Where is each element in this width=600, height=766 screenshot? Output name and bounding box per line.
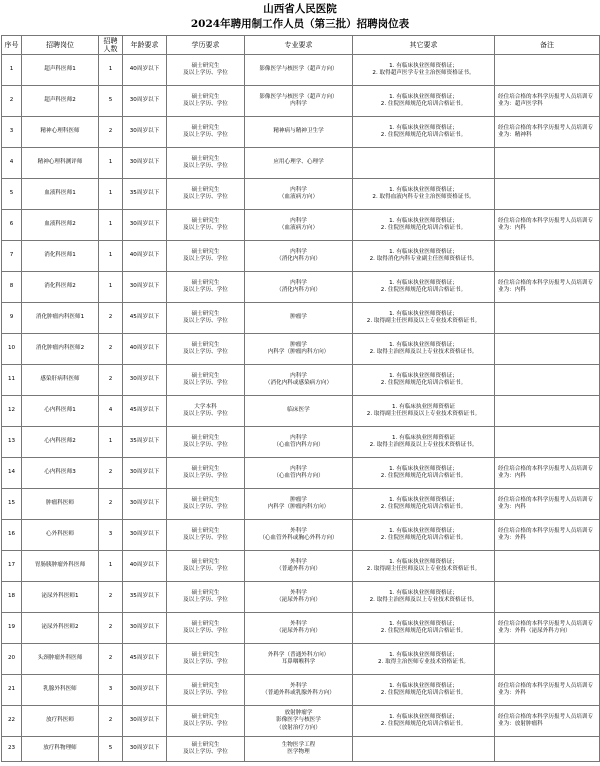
- col-header-note: 备注: [495, 36, 600, 55]
- cell-education: 硕士研究生 及以上学历、学位: [167, 272, 245, 303]
- cell-post: 血液科医师2: [22, 210, 99, 241]
- cell-no: 7: [2, 241, 22, 272]
- cell-no: 14: [2, 458, 22, 489]
- table-row: [2, 551, 600, 582]
- cell-major: 影像医学与核医学（超声方向）: [245, 55, 353, 86]
- cell-other: 1. 有临床执业医师资格证； 2. 住院医师规范化培训合格证书。: [353, 489, 495, 520]
- document-title-hospital: 山西省人民医院: [263, 3, 337, 15]
- cell-age: 40周岁以下: [123, 551, 167, 582]
- cell-age: 40周岁以下: [123, 55, 167, 86]
- cell-education: 硕士研究生 及以上学历、学位: [167, 489, 245, 520]
- cell-no: 3: [2, 117, 22, 148]
- cell-age: 35周岁以下: [123, 582, 167, 613]
- cell-other: 1. 有临床执业医师资格证； 2. 取得消化内科专业副主任医师资格证书。: [353, 241, 495, 272]
- cell-age: 30周岁以下: [123, 489, 167, 520]
- cell-no: 5: [2, 179, 22, 210]
- cell-other: 1. 有临床执业医师资格证； 2. 住院医师规范化培训合格证书。: [353, 458, 495, 489]
- cell-post: 放疗科物理师: [22, 737, 99, 762]
- cell-no: 23: [2, 737, 22, 762]
- cell-age: 30周岁以下: [123, 706, 167, 737]
- cell-other: 1. 有临床执业医师资格证； 2. 取得血液内科专业主治医师资格证书。: [353, 179, 495, 210]
- cell-count: 3: [99, 520, 123, 551]
- cell-education: 硕士研究生 及以上学历、学位: [167, 675, 245, 706]
- cell-other: 1. 有临床执业医师资格证 2. 取得主治医师及以上专业技术资格证书。: [353, 427, 495, 458]
- cell-education: 硕士研究生 及以上学历、学位: [167, 55, 245, 86]
- cell-post: 心内科医师2: [22, 427, 99, 458]
- cell-post: 放疗科医师: [22, 706, 99, 737]
- cell-no: 12: [2, 396, 22, 427]
- cell-major: 临床医学: [245, 396, 353, 427]
- cell-no: 8: [2, 272, 22, 303]
- cell-major: 肿瘤学 内科学（肿瘤内科方向）: [245, 489, 353, 520]
- cell-post: 消化肿瘤内科医师1: [22, 303, 99, 334]
- cell-post: 肿瘤科医师: [22, 489, 99, 520]
- cell-note: 经住培合格的本科学历报考人员培训专业为：外科（泌尿外科方向）: [495, 613, 600, 644]
- cell-education: 硕士研究生 及以上学历、学位: [167, 86, 245, 117]
- cell-age: 30周岁以下: [123, 675, 167, 706]
- cell-post: 头颈肿瘤外科医师: [22, 644, 99, 675]
- cell-post: 超声科医师2: [22, 86, 99, 117]
- cell-other: 1. 有临床执业医师资格证； 2. 住院医师规范化培训合格证书。: [353, 520, 495, 551]
- cell-post: 感染肝病科医师: [22, 365, 99, 396]
- cell-major: 内科学 （心血管内科方向）: [245, 427, 353, 458]
- cell-note: 经住培合格的本科学历报考人员培训专业为：内科: [495, 272, 600, 303]
- cell-note: [495, 179, 600, 210]
- cell-post: 泌尿外科医师1: [22, 582, 99, 613]
- recruitment-table: [1, 35, 600, 762]
- cell-note: [495, 148, 600, 179]
- cell-other: 1. 有临床执业医师资格证； 2. 取得副主任医师及以上专业技术资格证书。: [353, 551, 495, 582]
- cell-post: 乳腺外科医师: [22, 675, 99, 706]
- cell-post: 精神心理科医师: [22, 117, 99, 148]
- title-block: [0, 0, 600, 34]
- cell-other: 1. 有临床执业医师资格证； 2. 住院医师规范化培训合格证书。: [353, 613, 495, 644]
- cell-other: 1. 有临床执业医师资格证； 2. 取得主治医师专业技术资格证书。: [353, 644, 495, 675]
- table-row: [2, 644, 600, 675]
- cell-post: 泌尿外科医师2: [22, 613, 99, 644]
- cell-age: 45周岁以下: [123, 303, 167, 334]
- cell-major: 外科学 （普通外科或乳腺外科方向）: [245, 675, 353, 706]
- cell-age: 30周岁以下: [123, 613, 167, 644]
- cell-count: 1: [99, 148, 123, 179]
- table-row: [2, 334, 600, 365]
- cell-major: 放射肿瘤学 影像医学与核医学 （放射治疗方向）: [245, 706, 353, 737]
- table-row: [2, 706, 600, 737]
- table-row: [2, 613, 600, 644]
- cell-education: 大学本科 及以上学历、学位: [167, 396, 245, 427]
- cell-age: 30周岁以下: [123, 520, 167, 551]
- cell-age: 30周岁以下: [123, 458, 167, 489]
- cell-other: 1. 有临床执业医师资格证 2. 取得副主任医师及以上专业技术资格证书。: [353, 396, 495, 427]
- cell-major: 外科学（普通外科方向） 耳鼻咽喉科学: [245, 644, 353, 675]
- cell-education: 硕士研究生 及以上学历、学位: [167, 737, 245, 762]
- cell-post: 心外科医师: [22, 520, 99, 551]
- cell-other: 1. 有临床执业医师资格证； 2. 取得副主任医师及以上专业技术资格证书。: [353, 303, 495, 334]
- cell-note: 经住培合格的本科学历报考人员培训专业为：精神科: [495, 117, 600, 148]
- header-row: [2, 36, 600, 55]
- cell-major: 内科学 （消化内科方向）: [245, 272, 353, 303]
- cell-note: [495, 427, 600, 458]
- table-row: [2, 427, 600, 458]
- cell-education: 硕士研究生 及以上学历、学位: [167, 644, 245, 675]
- cell-count: 1: [99, 179, 123, 210]
- cell-other: 1. 有临床执业医师资格证； 2. 住院医师规范化培训合格证书。: [353, 706, 495, 737]
- cell-age: 30周岁以下: [123, 365, 167, 396]
- cell-major: 外科学 （泌尿外科方向）: [245, 613, 353, 644]
- cell-major: 精神病与精神卫生学: [245, 117, 353, 148]
- cell-no: 9: [2, 303, 22, 334]
- col-header-count: 招聘 人数: [99, 36, 123, 55]
- cell-no: 18: [2, 582, 22, 613]
- cell-other: 1. 有临床执业医师资格证； 2. 住院医师规范化培训合格证书。: [353, 117, 495, 148]
- cell-age: 30周岁以下: [123, 737, 167, 762]
- cell-count: 2: [99, 489, 123, 520]
- table-row: [2, 458, 600, 489]
- cell-note: [495, 334, 600, 365]
- cell-count: 2: [99, 334, 123, 365]
- cell-age: 45周岁以下: [123, 644, 167, 675]
- cell-count: 2: [99, 365, 123, 396]
- cell-other: 1. 有临床执业医师资格证； 2. 住院医师规范化培训合格证书。: [353, 272, 495, 303]
- cell-age: 30周岁以下: [123, 148, 167, 179]
- cell-major: 内科学 （消化内科方向）: [245, 241, 353, 272]
- cell-major: 内科学 （心血管内科方向）: [245, 458, 353, 489]
- cell-major: 外科学 （心血管外科或胸心外科方向）: [245, 520, 353, 551]
- cell-education: 硕士研究生 及以上学历、学位: [167, 117, 245, 148]
- cell-post: 精神心理科测评师: [22, 148, 99, 179]
- cell-count: 2: [99, 458, 123, 489]
- cell-post: 消化肿瘤内科医师2: [22, 334, 99, 365]
- cell-post: 心内科医师3: [22, 458, 99, 489]
- cell-other: 1. 有临床执业医师资格证； 2. 取得主治医师及以上专业技术资格证书。: [353, 334, 495, 365]
- table-row: [2, 737, 600, 762]
- cell-note: 经住培合格的本科学历报考人员培训专业为：外科: [495, 675, 600, 706]
- document-title-table: 2024年聘用制工作人员（第三批）招聘岗位表: [190, 18, 410, 30]
- col-header-no: 序号: [2, 36, 22, 55]
- cell-education: 硕士研究生 及以上学历、学位: [167, 582, 245, 613]
- cell-no: 21: [2, 675, 22, 706]
- cell-no: 11: [2, 365, 22, 396]
- cell-count: 5: [99, 86, 123, 117]
- cell-count: 1: [99, 272, 123, 303]
- cell-no: 22: [2, 706, 22, 737]
- cell-education: 硕士研究生 及以上学历、学位: [167, 613, 245, 644]
- cell-note: [495, 551, 600, 582]
- cell-no: 2: [2, 86, 22, 117]
- cell-note: [495, 241, 600, 272]
- cell-count: 1: [99, 55, 123, 86]
- cell-note: 经住培合格的本科学历报考人员培训专业为：外科: [495, 520, 600, 551]
- cell-other: 1. 有临床执业医师资格证； 2. 住院医师规范化培训合格证书。: [353, 86, 495, 117]
- cell-education: 硕士研究生 及以上学历、学位: [167, 365, 245, 396]
- cell-note: [495, 582, 600, 613]
- cell-other: 1. 有临床执业医师资格证； 2. 取得超声医学专业主治医师资格证书。: [353, 55, 495, 86]
- cell-no: 20: [2, 644, 22, 675]
- cell-education: 硕士研究生 及以上学历、学位: [167, 241, 245, 272]
- cell-no: 13: [2, 427, 22, 458]
- cell-note: 经住培合格的本科学历报考人员培训专业为：内科: [495, 210, 600, 241]
- cell-count: 2: [99, 644, 123, 675]
- cell-major: 内科学 （血液病方向）: [245, 179, 353, 210]
- cell-education: 硕士研究生 及以上学历、学位: [167, 210, 245, 241]
- cell-age: 30周岁以下: [123, 86, 167, 117]
- cell-no: 16: [2, 520, 22, 551]
- cell-other: 1. 有临床执业医师资格证； 2. 住院医师规范化培训合格证书。: [353, 210, 495, 241]
- col-header-education: 学历要求: [167, 36, 245, 55]
- table-row: [2, 241, 600, 272]
- cell-age: 30周岁以下: [123, 272, 167, 303]
- cell-other: [353, 148, 495, 179]
- cell-education: 硕士研究生 及以上学历、学位: [167, 551, 245, 582]
- table-body: [2, 55, 600, 762]
- cell-major: 影像医学与核医学（超声方向） 内科学: [245, 86, 353, 117]
- cell-major: 生物医学工程 医学物理: [245, 737, 353, 762]
- cell-other: 1. 有临床执业医师资格证； 2. 取得主治医师及以上专业技术资格证书。: [353, 582, 495, 613]
- cell-major: 内科学 （消化内科或感染病方向）: [245, 365, 353, 396]
- cell-age: 40周岁以下: [123, 334, 167, 365]
- cell-major: 肿瘤学 内科学（肿瘤内科方向）: [245, 334, 353, 365]
- cell-education: 硕士研究生 及以上学历、学位: [167, 334, 245, 365]
- cell-count: 1: [99, 427, 123, 458]
- cell-count: 2: [99, 613, 123, 644]
- cell-post: 消化科医师1: [22, 241, 99, 272]
- col-header-post: 招聘岗位: [22, 36, 99, 55]
- cell-count: 1: [99, 241, 123, 272]
- cell-major: 应用心理学、心理学: [245, 148, 353, 179]
- cell-post: 超声科医师1: [22, 55, 99, 86]
- cell-no: 1: [2, 55, 22, 86]
- col-header-age: 年龄要求: [123, 36, 167, 55]
- cell-count: 1: [99, 210, 123, 241]
- cell-education: 硕士研究生 及以上学历、学位: [167, 520, 245, 551]
- table-row: [2, 365, 600, 396]
- cell-no: 19: [2, 613, 22, 644]
- cell-education: 硕士研究生 及以上学历、学位: [167, 179, 245, 210]
- table-row: [2, 117, 600, 148]
- cell-no: 17: [2, 551, 22, 582]
- cell-count: 2: [99, 117, 123, 148]
- cell-other: 1. 有临床执业医师资格证； 2. 住院医师规范化培训合格证书。: [353, 365, 495, 396]
- table-row: [2, 179, 600, 210]
- cell-age: 30周岁以下: [123, 117, 167, 148]
- cell-count: 2: [99, 303, 123, 334]
- cell-note: [495, 644, 600, 675]
- cell-count: 2: [99, 582, 123, 613]
- cell-note: 经住培合格的本科学历报考人员培训专业为：放射肿瘤科: [495, 706, 600, 737]
- cell-education: 硕士研究生 及以上学历、学位: [167, 303, 245, 334]
- cell-age: 30周岁以下: [123, 210, 167, 241]
- table-row: [2, 148, 600, 179]
- cell-note: 经住培合格的本科学历报考人员培训专业为：超声医学科: [495, 86, 600, 117]
- cell-post: 胃肠胰肿瘤外科医师: [22, 551, 99, 582]
- cell-count: 3: [99, 675, 123, 706]
- cell-note: 经住培合格的本科学历报考人员培训专业为：内科: [495, 489, 600, 520]
- cell-major: 内科学 （血液病方向）: [245, 210, 353, 241]
- cell-age: 35周岁以下: [123, 427, 167, 458]
- table-row: [2, 86, 600, 117]
- cell-education: 硕士研究生 及以上学历、学位: [167, 427, 245, 458]
- cell-note: [495, 737, 600, 762]
- cell-no: 4: [2, 148, 22, 179]
- cell-major: 肿瘤学: [245, 303, 353, 334]
- table-row: [2, 489, 600, 520]
- cell-major: 外科学 （泌尿外科方向）: [245, 582, 353, 613]
- cell-count: 2: [99, 706, 123, 737]
- cell-no: 6: [2, 210, 22, 241]
- cell-note: 经住培合格的本科学历报考人员培训专业为：内科: [495, 458, 600, 489]
- table-row: [2, 675, 600, 706]
- col-header-major: 专业要求: [245, 36, 353, 55]
- cell-note: [495, 55, 600, 86]
- cell-no: 10: [2, 334, 22, 365]
- cell-note: [495, 303, 600, 334]
- table-row: [2, 396, 600, 427]
- cell-age: 35周岁以下: [123, 179, 167, 210]
- cell-post: 血液科医师1: [22, 179, 99, 210]
- table-row: [2, 210, 600, 241]
- cell-note: [495, 396, 600, 427]
- cell-post: 消化科医师2: [22, 272, 99, 303]
- cell-age: 45周岁以下: [123, 396, 167, 427]
- cell-education: 硕士研究生 及以上学历、学位: [167, 148, 245, 179]
- table-row: [2, 582, 600, 613]
- cell-count: 4: [99, 396, 123, 427]
- cell-count: 5: [99, 737, 123, 762]
- table-row: [2, 55, 600, 86]
- cell-education: 硕士研究生 及以上学历、学位: [167, 706, 245, 737]
- cell-other: 1. 有临床执业医师资格证； 2. 住院医师规范化培训合格证书。: [353, 675, 495, 706]
- cell-no: 15: [2, 489, 22, 520]
- cell-post: 心内科医师1: [22, 396, 99, 427]
- cell-other: [353, 737, 495, 762]
- table-row: [2, 272, 600, 303]
- cell-education: 硕士研究生 及以上学历、学位: [167, 458, 245, 489]
- table-row: [2, 303, 600, 334]
- table-row: [2, 520, 600, 551]
- cell-count: 1: [99, 551, 123, 582]
- cell-note: [495, 365, 600, 396]
- col-header-other: 其它要求: [353, 36, 495, 55]
- cell-major: 外科学 （普通外科方向）: [245, 551, 353, 582]
- cell-age: 40周岁以下: [123, 241, 167, 272]
